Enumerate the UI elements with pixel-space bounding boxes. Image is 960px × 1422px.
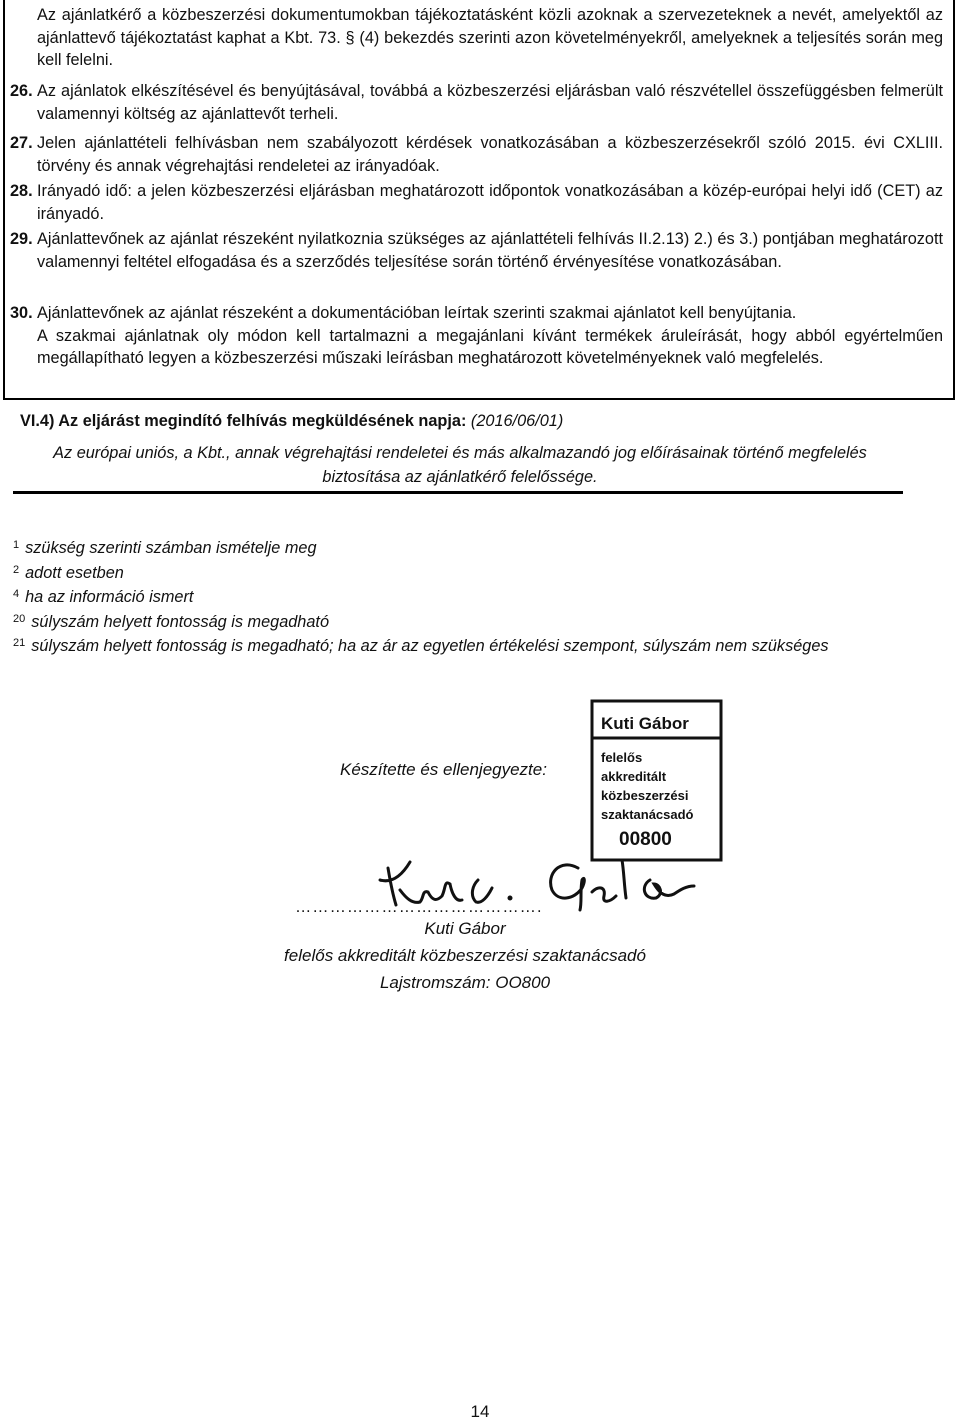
item-number: 29. xyxy=(10,230,33,248)
item-number: 28. xyxy=(10,182,33,200)
footnote-text: adott esetben xyxy=(25,564,124,582)
stamp-line4: szaktanácsadó xyxy=(601,807,694,822)
footnote xyxy=(13,561,853,585)
footnote xyxy=(13,536,853,560)
footnote-mark: 1 xyxy=(13,539,20,551)
signer-name: Kuti Gábor xyxy=(424,919,506,938)
section-vi4 xyxy=(20,410,563,432)
item-text: Jelen ajánlattételi felhívásban nem szabályozott kérdések vonatkozásában a közbeszerzésekről szóló 2015. évi CXLIII. törvény és annak végrehajtási rendeletei az irányadóak. xyxy=(37,134,943,175)
disclaimer xyxy=(15,441,905,489)
item-text-continued: A szakmai ajánlatnak oly módon kell tartalmazni a megajánlani kívánt termékek áruleírását, hogy abból egyértelműen megállapítható legyen a közbeszerzési műszaki leírásban meghatározott követelményeknek való megfelelés. xyxy=(37,326,943,367)
item-text: Ajánlattevőnek az ajánlat részeként nyilatkoznia szükséges az ajánlattételi felhívás II.2.13) 2.) és 3.) pontjában meghatározott valamennyi feltétel elfogadása és a szerződés teljesítése során történő érvényesítése vonatkozásában. xyxy=(37,230,943,271)
stamp-line3: közbeszerzési xyxy=(601,788,689,803)
list-item-27 xyxy=(10,132,943,177)
disclaimer-line1: Az európai uniós, a Kbt., annak végrehajtási rendeletei és más alkalmazandó jog előírásainak történő megfelelés xyxy=(53,444,867,462)
list-item-28 xyxy=(10,180,943,225)
footnote-text: ha az információ ismert xyxy=(25,588,194,606)
footnote xyxy=(13,634,853,658)
intro-paragraph: Az ajánlatkérő a közbeszerzési dokumentumokban tájékoztatásként közli azoknak a szervezeteknek a nevét, amelyektől az ajánlattevő tájékoztatást kaphat a Kbt. 73. § (4) bekezdés szerinti azon követelményekről, amelyeknek a teljesítés során meg kell felelni. xyxy=(37,6,943,69)
stamp-line2: akkreditált xyxy=(601,769,667,784)
footnote-mark: 4 xyxy=(13,588,20,600)
prepared-by-label: Készítette és ellenjegyezte: xyxy=(340,760,547,779)
list-item-30 xyxy=(10,302,943,370)
footnote-text: súlyszám helyett fontosság is megadható; ha az ár az egyetlen értékelési szempont, súlyszám nem szükséges xyxy=(31,637,829,655)
signer-registry: Lajstromszám: OO800 xyxy=(379,973,551,992)
signature-line: ……………………………………. xyxy=(295,898,543,916)
footnote-text: szükség szerinti számban ismételje meg xyxy=(25,539,317,557)
section-date: (2016/06/01) xyxy=(470,412,564,430)
footnote-mark: 21 xyxy=(13,637,26,649)
footnote-mark: 20 xyxy=(13,613,26,625)
item-text: Ajánlattevőnek az ajánlat részeként a dokumentációban leírtak szerinti szakmai ajánlatot kell benyújtania. xyxy=(37,304,797,322)
footnote xyxy=(13,585,853,609)
footnote-text: súlyszám helyett fontosság is megadható xyxy=(31,613,329,631)
official-stamp xyxy=(589,698,724,863)
list-item-26 xyxy=(10,80,943,125)
disclaimer-line2: biztosítása az ajánlatkérő felelőssége. xyxy=(322,468,598,486)
item-number: 30. xyxy=(10,304,33,322)
item-text: Irányadó idő: a jelen közbeszerzési eljárásban meghatározott időpontok vonatkozásában a közép-európai helyi idő (CET) az irányadó. xyxy=(37,182,943,223)
item-number: 26. xyxy=(10,82,33,100)
stamp-line1: felelős xyxy=(601,750,643,765)
separator-rule xyxy=(13,491,903,494)
item-number: 27. xyxy=(10,134,33,152)
footnote-mark: 2 xyxy=(13,564,20,576)
page-number: 14 xyxy=(470,1402,490,1421)
footnote xyxy=(13,610,853,634)
stamp-number: 00800 xyxy=(619,829,672,850)
section-label: VI.4) Az eljárást megindító felhívás megküldésének napja: xyxy=(20,412,467,430)
list-item-29 xyxy=(10,228,943,273)
stamp-name: Kuti Gábor xyxy=(601,714,689,733)
item-text: Az ajánlatok elkészítésével és benyújtásával, továbbá a közbeszerzési eljárásban való részvétellel összefüggésben felmerült valamennyi költség az ajánlattevőt terheli. xyxy=(37,82,943,123)
signer-title: felelős akkreditált közbeszerzési szaktanácsadó xyxy=(284,946,646,965)
